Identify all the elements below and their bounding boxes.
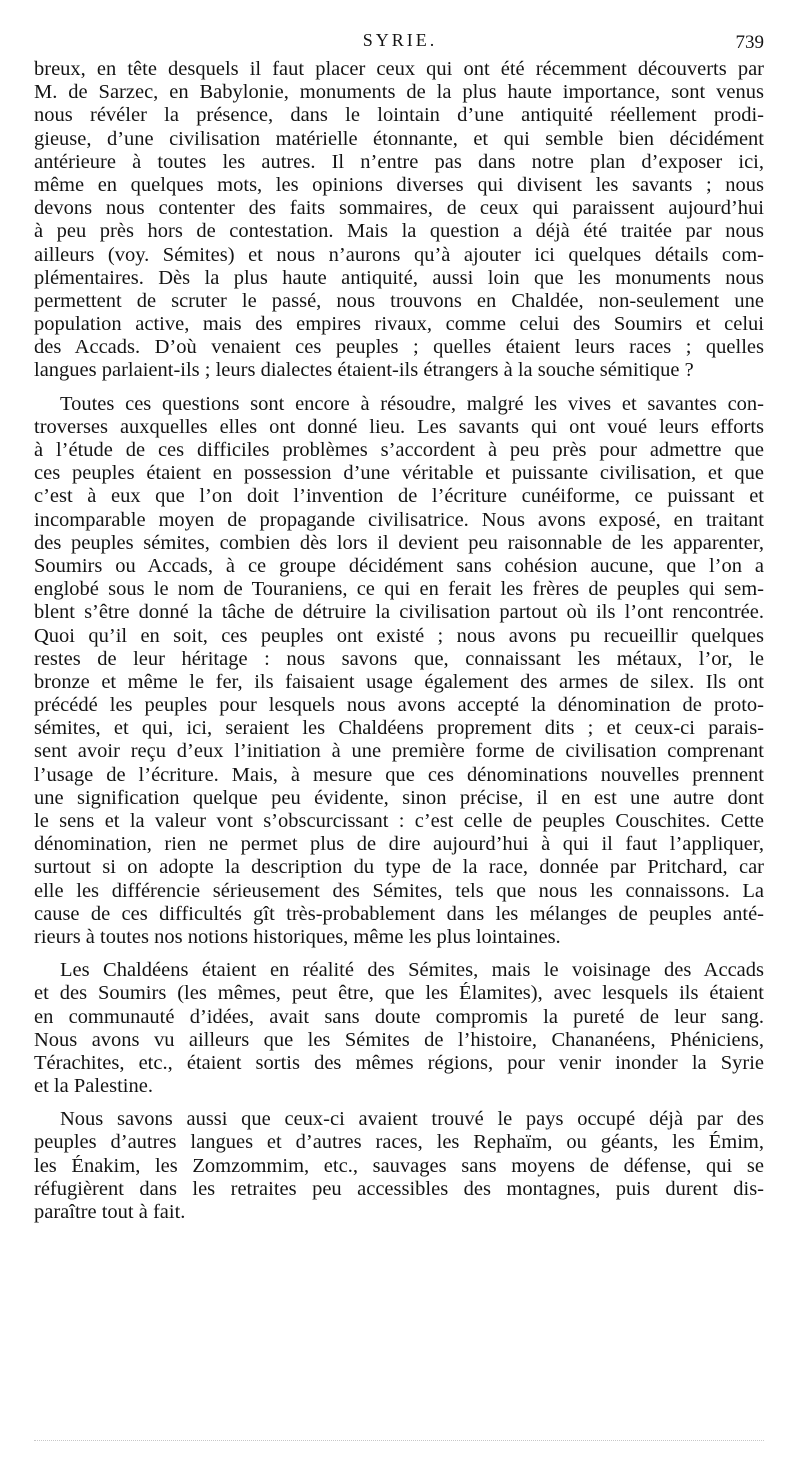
- text-line: Térachites, etc., étaient sortis des mêmes régions, pour venir inonder la Syrie: [34, 1051, 764, 1074]
- text-line: ailleurs (voy. Sémites) et nous n’aurons qu’à ajouter ici quelques détails com-: [34, 243, 764, 266]
- text-line: gieuse, d’une civilisation matérielle étonnante, et qui semble bien décidément: [34, 127, 764, 150]
- text-line: des Accads. D’où venaient ces peuples ; quelles étaient leurs races ; quelles: [34, 336, 764, 359]
- text-line: sent avoir reçu d’eux l’initiation à une première forme de civilisation comprenant: [34, 740, 764, 763]
- text-line: devons nous contenter des faits sommaires, de ceux qui paraissent aujourd’hui: [34, 197, 764, 220]
- text-line: antérieure à toutes les autres. Il n’entre pas dans notre plan d’exposer ici,: [34, 150, 764, 173]
- text-line: plémentaires. Dès la plus haute antiquité, aussi loin que les monuments nous: [34, 266, 764, 289]
- text-line: elle les différencie sérieusement des Sémites, tels que nous les connaissons. La: [34, 879, 764, 902]
- text-line: population active, mais des empires rivaux, comme celui des Soumirs et celui: [34, 313, 764, 336]
- paragraph: [34, 58, 764, 383]
- text-line: dénomination, rien ne permet plus de dire aujourd’hui à qui il faut l’appliquer,: [34, 833, 764, 856]
- running-head: SYRIE.: [362, 30, 438, 50]
- text-line: blent s’être donné la tâche de détruire la civilisation partout où ils l’ont rencontrée.: [34, 601, 764, 624]
- text-line: langues parlaient-ils ; leurs dialectes étaient-ils étrangers à la souche sémitique ?: [34, 359, 694, 382]
- text-line: permettent de scruter le passé, nous trouvons en Chaldée, non-seulement une: [34, 289, 764, 312]
- text-line: breux, en tête desquels il faut placer ceux qui ont été récemment découverts par: [34, 58, 764, 80]
- text-line: bronze et même le fer, ils faisaient usage également des armes de silex. Ils ont: [34, 670, 764, 693]
- text-line: une signification quelque peu évidente, sinon précise, il en est une autre dont: [34, 786, 764, 809]
- text-line: Toutes ces questions sont encore à résoudre, malgré les vives et savantes con-: [60, 392, 764, 415]
- text-line: Soumirs ou Accads, à ce groupe décidément sans cohésion aucune, que l’on a: [34, 554, 764, 577]
- text-line: cause de ces difficultés gît très-probablement dans les mélanges de peuples anté-: [34, 902, 764, 925]
- text-line: Quoi qu’il en soit, ces peuples ont existé ; nous avons pu recueillir quelques: [34, 624, 764, 647]
- text-line: réfugièrent dans les retraites peu accessibles des montagnes, puis durent dis-: [34, 1177, 764, 1200]
- text-line: incomparable moyen de propagande civilisatrice. Nous avons exposé, en traitant: [34, 508, 764, 531]
- paragraph-gap: [34, 383, 764, 393]
- text-line: en communauté d’idées, avait sans doute compromis la pureté de leur sang.: [34, 1005, 764, 1028]
- paragraph-gap: [34, 949, 764, 959]
- text-line: peuples d’autres langues et d’autres races, les Rephaïm, ou géants, les Émim,: [34, 1131, 764, 1154]
- page-header: [0, 30, 800, 60]
- page-footer-rule: [34, 1440, 764, 1447]
- text-line: l’usage de l’écriture. Mais, à mesure que ces dénominations nouvelles prennent: [34, 763, 764, 786]
- paragraph: [34, 393, 764, 950]
- text-line: Nous avons vu ailleurs que les Sémites de l’histoire, Chananéens, Phéniciens,: [34, 1028, 764, 1051]
- text-line: même en quelques mots, les opinions diverses qui divisent les savants ; nous: [34, 173, 764, 196]
- text-line: à l’étude de ces difficiles problèmes s’accordent à peu près pour admettre que: [34, 439, 764, 461]
- page-number: 739: [735, 32, 764, 53]
- paragraph: [34, 1108, 764, 1224]
- text-line: le sens et la valeur vont s’obscurcissant : c’est celle de peuples Couschites. Cette: [34, 810, 764, 832]
- text-line: Les Chaldéens étaient en réalité des Sémites, mais le voisinage des Accads: [60, 959, 764, 982]
- text-line: M. de Sarzec, en Babylonie, monuments de la plus haute importance, sont venus: [34, 81, 764, 104]
- text-line: Nous savons aussi que ceux-ci avaient trouvé le pays occupé déjà par des: [60, 1108, 764, 1131]
- paragraph: [34, 959, 764, 1098]
- text-line: et la Palestine.: [34, 1075, 153, 1098]
- text-line: restes de leur héritage : nous savons que, connaissant les métaux, l’or, le: [34, 647, 764, 670]
- text-line: et des Soumirs (les mêmes, peut être, que les Élamites), avec lesquels ils étaient: [34, 982, 764, 1005]
- text-line: paraître tout à fait.: [34, 1201, 186, 1223]
- body-text: [34, 58, 764, 1224]
- text-line: surtout si on adopte la description du type de la race, donnée par Pritchard, car: [34, 856, 764, 879]
- text-line: c’est à eux que l’on doit l’invention de l’écriture cunéiforme, ce puissant et: [34, 485, 764, 508]
- text-line: précédé les peuples pour lesquels nous avons accepté la dénomination de proto-: [34, 694, 764, 717]
- text-line: englobé sous le nom de Touraniens, ce qui en ferait les frères de peuples qui sem-: [34, 578, 764, 601]
- text-line: à peu près hors de contestation. Mais la question a déjà été traitée par nous: [34, 220, 764, 243]
- paragraph-gap: [34, 1098, 764, 1108]
- text-line: rieurs à toutes nos notions historiques, même les plus lointaines.: [34, 925, 561, 948]
- text-line: ces peuples étaient en possession d’une véritable et puissante civilisation, et que: [34, 462, 764, 485]
- text-line: troverses auxquelles elles ont donné lieu. Les savants qui ont voué leurs efforts: [34, 415, 764, 438]
- text-line: des peuples sémites, combien dès lors il devient peu raisonnable de les apparenter,: [34, 531, 764, 554]
- text-line: nous révéler la présence, dans le lointain d’une antiquité réellement prodi-: [34, 104, 764, 127]
- text-line: les Énakim, les Zomzommim, etc., sauvages sans moyens de défense, qui se: [34, 1154, 764, 1177]
- text-line: sémites, et qui, ici, seraient les Chaldéens proprement dits ; et ceux-ci parais-: [34, 717, 764, 740]
